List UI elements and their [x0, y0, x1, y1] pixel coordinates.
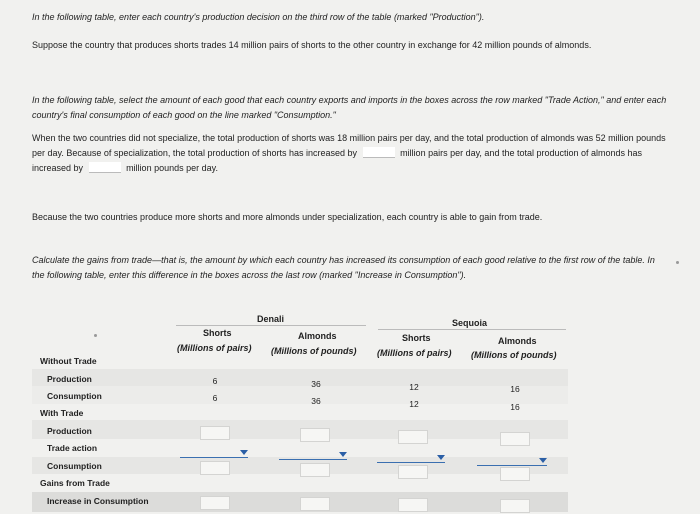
value-cell: 36 — [311, 396, 321, 406]
unit-sequoia-almonds: (Millions of pounds) — [471, 350, 557, 360]
consumption-input-sequoia-almonds[interactable] — [500, 467, 530, 481]
row-consumption-2: Consumption — [47, 461, 102, 471]
trade-action-dropdown-sequoia-shorts[interactable] — [377, 448, 445, 463]
row-trade-action: Trade action — [47, 443, 98, 453]
increase-input-sequoia-shorts[interactable] — [398, 498, 428, 512]
value-cell: 6 — [212, 376, 218, 386]
row-with-trade: With Trade — [40, 408, 84, 418]
col-sequoia-almonds: Almonds — [498, 336, 537, 346]
country-sequoia: Sequoia — [452, 318, 488, 328]
value-cell: 36 — [311, 379, 321, 389]
production-input-sequoia-almonds[interactable] — [500, 432, 530, 446]
row-gains-from-trade: Gains from Trade — [40, 478, 110, 488]
shorts-increase-input[interactable] — [363, 147, 395, 158]
consumption-input-denali-shorts[interactable] — [200, 461, 230, 475]
row-production: Production — [47, 374, 92, 384]
trade-action-dropdown-sequoia-almonds[interactable] — [477, 451, 547, 466]
col-sequoia-shorts: Shorts — [402, 333, 431, 343]
gain-statement: Because the two countries produce more shorts and more almonds under specialization, each country is able to gain from trade. — [32, 212, 543, 222]
instruction-gains: Calculate the gains from trade—that is, the amount by which each country has increased its consumption of each good relative to the first row of the table. In the following table, enter this difference in the boxes across the last row (marked "Increase in Consumption"). — [32, 255, 655, 280]
row-band — [32, 369, 568, 386]
production-input-denali-shorts[interactable] — [200, 426, 230, 440]
production-input-sequoia-shorts[interactable] — [398, 430, 428, 444]
production-input-denali-almonds[interactable] — [300, 428, 330, 442]
divider — [378, 329, 566, 330]
col-denali-shorts: Shorts — [203, 328, 232, 338]
consumption-input-sequoia-shorts[interactable] — [398, 465, 428, 479]
almonds-increase-input[interactable] — [89, 162, 121, 173]
increase-input-sequoia-almonds[interactable] — [500, 499, 530, 513]
unit-denali-shorts: (Millions of pairs) — [177, 343, 252, 353]
chevron-down-icon — [539, 458, 547, 463]
value-cell: 16 — [510, 402, 520, 412]
specialization-question — [32, 131, 672, 176]
decorative-dot — [94, 334, 97, 337]
unit-sequoia-shorts: (Millions of pairs) — [377, 348, 452, 358]
consumption-input-denali-almonds[interactable] — [300, 463, 330, 477]
col-denali-almonds: Almonds — [298, 331, 337, 341]
row-production-2: Production — [47, 426, 92, 436]
trade-action-dropdown-denali-shorts[interactable] — [180, 443, 248, 458]
trade-action-dropdown-denali-almonds[interactable] — [279, 445, 347, 460]
decorative-dot — [676, 261, 679, 264]
chevron-down-icon — [339, 452, 347, 457]
specialization-text-b: million pairs per day, and the total production of almonds has increased by — [32, 148, 643, 173]
value-cell: 12 — [409, 382, 419, 392]
unit-denali-almonds: (Millions of pounds) — [271, 346, 357, 356]
value-cell: 16 — [510, 384, 520, 394]
row-without-trade: Without Trade — [40, 356, 97, 366]
row-band — [32, 386, 568, 404]
instruction-production: In the following table, enter each country's production decision on the third row of the table (marked "Production"). — [32, 12, 485, 22]
specialization-text-a: When the two countries did not specialize, the total production of shorts was 18 million pairs per day, and the total production of almonds was 52 million pounds per day. Because of specialization, the total production of shorts has increased by — [32, 133, 666, 158]
specialization-text-c: million pounds per day. — [126, 163, 218, 173]
chevron-down-icon — [437, 455, 445, 460]
row-increase-in-consumption: Increase in Consumption — [47, 496, 149, 506]
instruction-trade-action: In the following table, select the amount of each good that each country exports and imports in the boxes across the row marked "Trade Action," and enter each country's final consumption of each good on the line marked "Consumption." — [32, 95, 667, 120]
value-cell: 12 — [409, 399, 419, 409]
row-consumption: Consumption — [47, 391, 102, 401]
instruction-trade-terms: Suppose the country that produces shorts trades 14 million pairs of shorts to the other country in exchange for 42 million pounds of almonds. — [32, 40, 592, 50]
country-denali: Denali — [257, 314, 285, 324]
divider — [176, 325, 366, 326]
chevron-down-icon — [240, 450, 248, 455]
value-cell: 6 — [212, 393, 218, 403]
increase-input-denali-shorts[interactable] — [200, 496, 230, 510]
increase-input-denali-almonds[interactable] — [300, 497, 330, 511]
